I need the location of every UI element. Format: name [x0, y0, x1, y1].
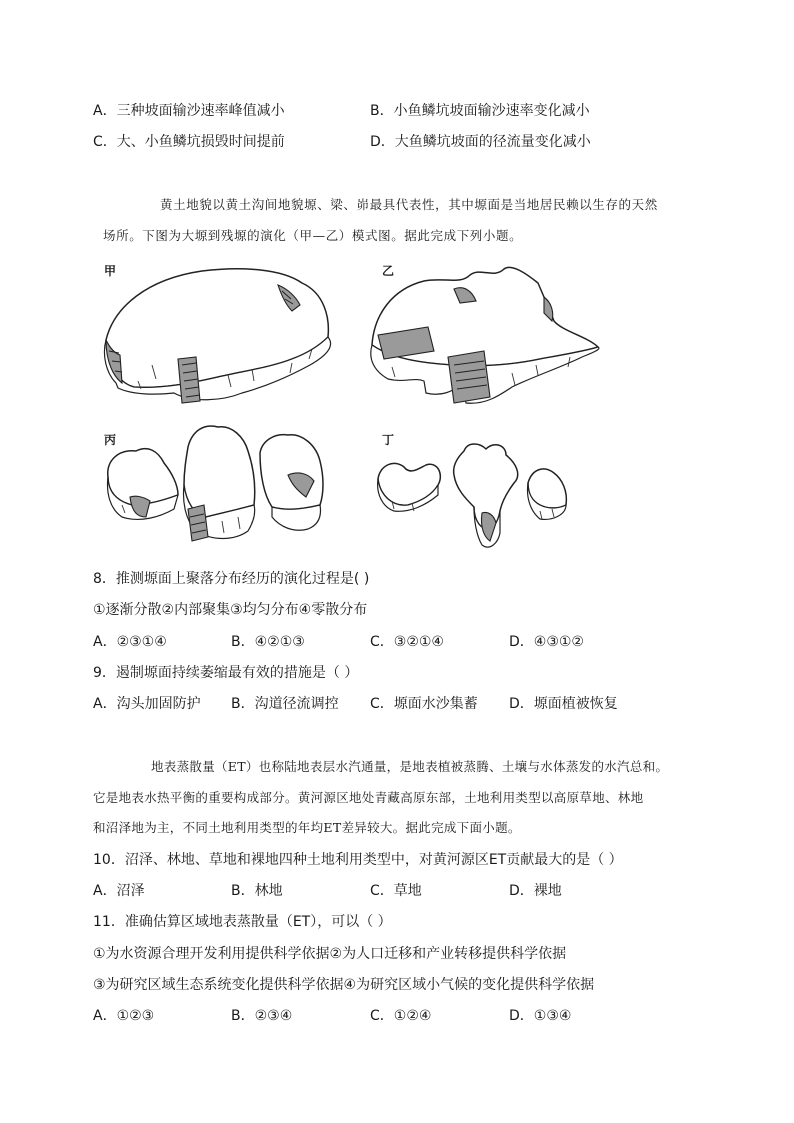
tableland-evolution-svg: [92, 255, 612, 555]
passage2-line1: 地表蒸散量（ET）也称陆地表层水汽通量，是地表植被蒸腾、土壤与水体蒸发的水汽总和。: [151, 759, 669, 774]
stage-ding-diagram: [378, 444, 567, 547]
q10-option-d: D．裸地: [509, 883, 562, 899]
q10-option-a: A．沼泽: [93, 883, 145, 899]
q8-items: ①逐渐分散②内部聚集③均匀分布④零散分布: [93, 602, 368, 618]
label-jia: 甲: [104, 264, 117, 278]
q7-option-d: D．大鱼鳞坑坡面的径流量变化减小: [370, 134, 591, 150]
q7-option-a: A．三种坡面输沙速率峰值减小: [93, 103, 285, 119]
q11-option-b: B．②③④: [231, 1008, 293, 1024]
q10-stem: 10．沼泽、林地、草地和裸地四种土地利用类型中，对黄河源区ET贡献最大的是（ ）: [93, 852, 623, 868]
stage-jia-diagram: [104, 269, 330, 403]
q8-option-d: D．④③①②: [509, 634, 584, 650]
passage1-line1: 黄土地貌以黄土沟间地貌塬、梁、峁最具代表性，其中塬面是当地居民赖以生存的天然: [160, 197, 658, 212]
q10-option-b: B．林地: [231, 883, 283, 899]
q8-stem: 8．推测塬面上聚落分布经历的演化过程是( ): [93, 571, 370, 587]
tableland-evolution-figure: [92, 255, 612, 555]
label-bing: 丙: [104, 433, 117, 447]
q11-option-a: A．①②③: [93, 1008, 155, 1024]
q7-option-c: C．大、小鱼鳞坑损毁时间提前: [93, 134, 285, 150]
q9-stem: 9．遏制塬面持续萎缩最有效的措施是（ ）: [93, 665, 359, 681]
q7-option-b: B．小鱼鳞坑坡面输沙速率变化减小: [370, 103, 590, 119]
q9-option-c: C．塬面水沙集蓄: [370, 696, 478, 712]
q10-option-c: C．草地: [370, 883, 422, 899]
q8-option-b: B．④②①③: [231, 634, 305, 650]
q8-option-c: C．③②①④: [370, 634, 444, 650]
label-yi: 乙: [382, 264, 395, 278]
label-ding: 丁: [382, 433, 395, 447]
q9-option-a: A．沟头加固防护: [93, 696, 201, 712]
q9-option-b: B．沟道径流调控: [231, 696, 339, 712]
q11-items-line2: ③为研究区域生态系统变化提供科学依据④为研究区域小气候的变化提供科学依据: [93, 977, 595, 993]
q8-option-a: A．②③①④: [93, 634, 167, 650]
q11-stem: 11．准确估算区域地表蒸散量（ET），可以（ ）: [93, 914, 392, 930]
stage-bing-diagram: [108, 426, 323, 541]
q11-option-d: D．①③④: [509, 1008, 572, 1024]
q9-option-d: D．塬面植被恢复: [509, 696, 618, 712]
passage1-line2: 场所。下图为大塬到残塬的演化（甲—乙）模式图。据此完成下列小题。: [103, 228, 523, 243]
stage-yi-diagram: [371, 267, 599, 403]
passage2-line2: 它是地表水热平衡的重要构成部分。黄河源区地处青藏高原东部，土地利用类型以高原草地、林地: [93, 790, 644, 805]
q11-option-c: C．①②④: [370, 1008, 432, 1024]
passage2-line3: 和沼泽地为主，不同土地利用类型的年均ET差异较大。据此完成下面小题。: [93, 820, 521, 835]
q11-items-line1: ①为水资源合理开发利用提供科学依据②为人口迁移和产业转移提供科学依据: [93, 946, 567, 962]
